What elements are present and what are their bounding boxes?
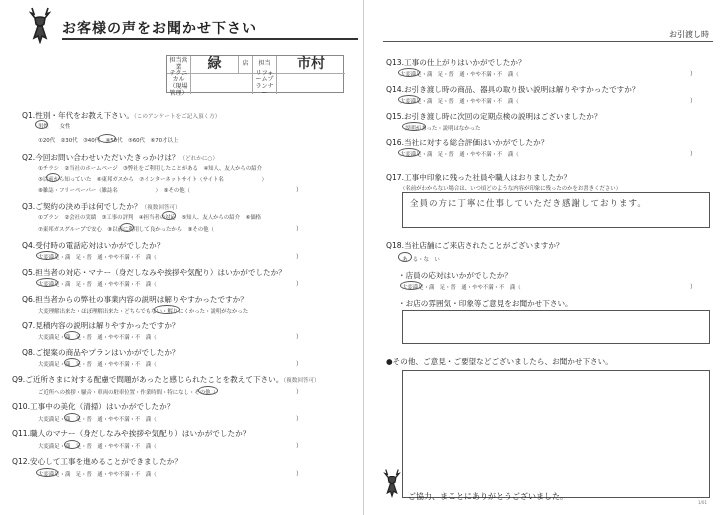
q18-options: あ る・な い	[402, 257, 440, 263]
q14-question: Q14.お引き渡し時の商品、器具の取り扱い説明は解りやすかったですか？	[386, 85, 640, 94]
q7-question: Q7.見積内容の説明は解りやすかったですか？	[22, 321, 180, 330]
q2-options-3: ⑧雑誌・フリーペーパー（雑誌名 ） ⑨その他（	[38, 188, 191, 194]
q6-mark	[154, 305, 180, 314]
staff-sales-name: 緑	[191, 56, 239, 74]
staff-box	[166, 55, 344, 97]
staff-header-techno: テクニカル（現場管理）	[167, 74, 191, 94]
q11-scale: 大変満足・満 足・普 通・やや不満・不 満（	[38, 444, 157, 450]
staff-reform-field	[277, 74, 345, 94]
q9-options: ご近所への挨拶・騒音・車両の駐車位置・作業時間・特になし・その他（	[38, 390, 216, 396]
other-answer-box[interactable]	[402, 370, 710, 498]
q3-options-1: ①プラン ②会社の実績 ③工事の評判 ④担当者の対応 ⑤知人、友人からの紹介 ⑥価格	[38, 215, 262, 221]
q10-scale: 大変満足・満 足・普 通・やや不満・不 満（	[38, 417, 157, 423]
q12-scale: 大変満足・満 足・普 通・やや不満・不 満（	[38, 472, 157, 478]
page-number: 1/01	[698, 500, 707, 505]
q13-scale: 大変満足・満 足・普 通・やや不満・不 満（	[400, 72, 519, 78]
q2-question: Q2.今回お問い合わせいただいたきっかけは？（どれかに○）	[22, 153, 218, 162]
q3-options-2: ⑦東邦ガスグループで安心 ⑧以前に利用して良かったから ⑨その他（	[38, 227, 214, 233]
q7-scale: 大変満足・満 足・普 通・やや不満・不 満（	[38, 335, 157, 341]
thanks-message: ご協力、まことにありがとうございました。	[408, 492, 568, 501]
q15-mark	[402, 122, 426, 131]
q2-options-1: ①チラシ ②当社のホームページ ③弊社をご利用したことがある ④知人、友人からの紹介	[38, 166, 263, 172]
q1-question: Q1.性別・年代をお教え下さい。（このアンケートをご記入頂く方）	[22, 111, 221, 120]
q15-question: Q15.お引き渡し時に次回の定期点検の説明はございましたか？	[386, 112, 602, 121]
q9-question: Q9.ご近所さまに対する配慮で問題があったと感じられたことを教えて下さい。（複数回答可）	[12, 375, 320, 384]
q8-scale: 大変満足・満 足・普 通・やや不満・不 満（	[38, 362, 157, 368]
q10-mark	[64, 413, 80, 422]
q3-mark-1	[162, 211, 176, 220]
q11-mark	[64, 440, 80, 449]
q14-mark	[398, 95, 420, 104]
q13-mark	[398, 68, 420, 77]
q15-options: 説明があった・説明はなかった	[405, 126, 481, 132]
q12-question: Q12.安心して工事を進めることができましたか？	[12, 457, 182, 466]
q7-mark	[64, 331, 80, 340]
deer-footer-icon	[378, 466, 406, 498]
q3-mark-2	[120, 223, 134, 232]
q17-question: Q17.工事中印象に残った社員や職人はおりましたか？	[386, 173, 572, 182]
q17-answer-text: 全員の方に丁寧に仕事していただき感謝しております。	[410, 199, 647, 209]
q18-mark	[398, 252, 412, 262]
q4-question: Q4.受付時の電話応対はいかがでしたか？	[22, 241, 165, 250]
q17-note: （名前がわからない場合は、いつ頃どのような内容が印象に残ったのかをお書きください）	[400, 186, 622, 192]
q1-gender-options: 男性 女性	[38, 124, 71, 130]
q5-scale: 大変満足・満 足・普 通・やや不満・不 満（	[38, 282, 157, 288]
q3-question: Q3.ご契約の決め手は何でしたか？（複数回答可）	[22, 202, 181, 211]
q2-mark	[46, 173, 60, 182]
q10-question: Q10.工事中の美化（清掃）はいかがでしたか？	[12, 402, 175, 411]
q18b-answer-box[interactable]	[402, 310, 710, 344]
q18a-mark	[400, 281, 422, 290]
staff-header-store: 店	[239, 56, 253, 74]
q6-options: 大変理解出来た・ほぼ理解出来た・どちらでもない・解りにくかった・説明がなかった	[38, 309, 249, 315]
q1-gender-mark	[35, 120, 48, 129]
left-page: お客様の声をお聞かせ下さい 担当営業 緑 店 担当 市村 テクニカル（現場管理） リフォームプランナー Q1.性別・年代をお教え下さい。（このアンケートをご記入頂く方） 男性 女性 ①20代 ②30代 ③40代 ④50代 ⑤60代 ⑥70才以上 Q2.今回お問い合わせいただいたきっかけは？（どれかに○） ①チラシ ②当社のホームページ ③弊社をご利用したことがある ④知人、友人からの紹介 ⑤以前から知っていた ⑥東邦ガスから ⑦インターネットサイト（サイト名 ） ⑧雑誌・フリーペーパー（雑誌名 ） ⑨その他（ ） Q3.ご契約の決め手は何でしたか？（複数回答可） ①プラン ②会社の実績 ③工事の評判 ④担当者の対応 ⑤知人、友人からの紹介 ⑥価格 ⑦東邦ガスグループで安心 ⑧以前に利用して良かったから ⑨その他（ ） Q4.受付時の電話応対はいかがでしたか？ 大変満足・満 足・普 通・やや不満・不 満（ ） Q5.担当者の対応・マナー（身だしなみや挨拶や気配り）はいかがでしたか？ 大変満足・満 足・普 通・やや不満・不 満（ ） Q6.担当者からの弊社の事業内容の説明は解りやすかったですか？ 大変理解出来た・ほぼ理解出来た・どちらでもない・解りにくかった・説明がなかった Q7.見積内容の説明は解りやすかったですか？ 大変満足・満 足・普 通・やや不満・不 満（ ） Q8.ご提案の商品やプランはいかがでしたか？ 大変満足・満 足・普 通・やや不満・不 満（ ） Q9.ご近所さまに対する配慮で問題があったと感じられたことを教えて下さい。（複数回答可） ご近所への挨拶・騒音・車両の駐車位置・作業時間・特になし・その他（ ） Q10.工事中の美化（清掃）はいかがでしたか？ 大変満足・満 足・普 通・やや不満・不 満（ ） Q11.職人のマナー（身だしなみや挨拶や気配り）はいかがでしたか？ 大変満足・満 足・普 通・やや不満・不 満（ ） Q12.安心して工事を進めることができましたか？ 大変満足・満 足・普 通・やや不満・不 満（ ）	[0, 0, 364, 515]
q5-question: Q5.担当者の対応・マナー（身だしなみや挨拶や気配り）はいかがでしたか？	[22, 268, 286, 277]
right-header-title: お引渡し時	[669, 30, 709, 39]
q2-options-2: ⑤以前から知っていた ⑥東邦ガスから ⑦インターネットサイト（サイト名 ）	[38, 177, 267, 183]
q18a-scale: 大変満足・満 足・普 通・やや不満・不 満（	[402, 285, 521, 291]
page-title	[62, 18, 358, 40]
q11-question: Q11.職人のマナー（身だしなみや挨拶や気配り）はいかがでしたか？	[12, 429, 251, 438]
staff-header-sales: 担当営業	[167, 56, 191, 74]
page-fold-divider	[363, 0, 364, 515]
q12-mark	[36, 468, 58, 477]
q16-question: Q16.当社に対する総合評価はいかがでしたか？	[386, 138, 549, 147]
other-question: ●その他、ご意見・ご要望などございましたら、お聞かせ下さい。	[386, 357, 613, 366]
staff-header-rep: 担当	[253, 56, 277, 74]
q16-mark	[398, 148, 420, 157]
q8-question: Q8.ご提案の商品やプランはいかがでしたか？	[22, 348, 180, 357]
q5-mark	[36, 278, 58, 287]
q14-scale: 大変満足・満 足・普 通・やや不満・不 満（	[400, 99, 519, 105]
q4-scale: 大変満足・満 足・普 通・やや不満・不 満（	[38, 255, 157, 261]
staff-techno-field	[191, 74, 253, 94]
q6-question: Q6.担当者からの弊社の事業内容の説明は解りやすかったですか？	[22, 295, 248, 304]
q1-age-options: ①20代 ②30代 ③40代 ④50代 ⑤60代 ⑥70才以上	[38, 138, 179, 144]
page-title-text: お客様の声をお聞かせ下さい	[62, 21, 257, 37]
deer-logo-icon	[22, 4, 58, 44]
q18b-question: ・お店の雰囲気・印象等ご意見をお聞かせ下さい。	[398, 299, 573, 308]
q4-mark	[36, 251, 58, 260]
q9-mark	[198, 386, 218, 395]
q1-age-mark	[98, 134, 116, 143]
staff-header-reform: リフォームプランナー	[253, 74, 277, 94]
q13-question: Q13.工事の仕上がりはいかがでしたか？	[386, 58, 526, 67]
staff-rep-name: 市村	[277, 56, 345, 74]
right-header	[383, 28, 713, 42]
q18-question: Q18.当社店舗にご来店されたことがございますか？	[386, 241, 564, 250]
q8-mark	[64, 358, 80, 367]
q18a-question: ・店員の応対はいかがでしたか？	[398, 271, 512, 280]
q16-scale: 大変満足・満 足・普 通・やや不満・不 満（	[400, 152, 519, 158]
